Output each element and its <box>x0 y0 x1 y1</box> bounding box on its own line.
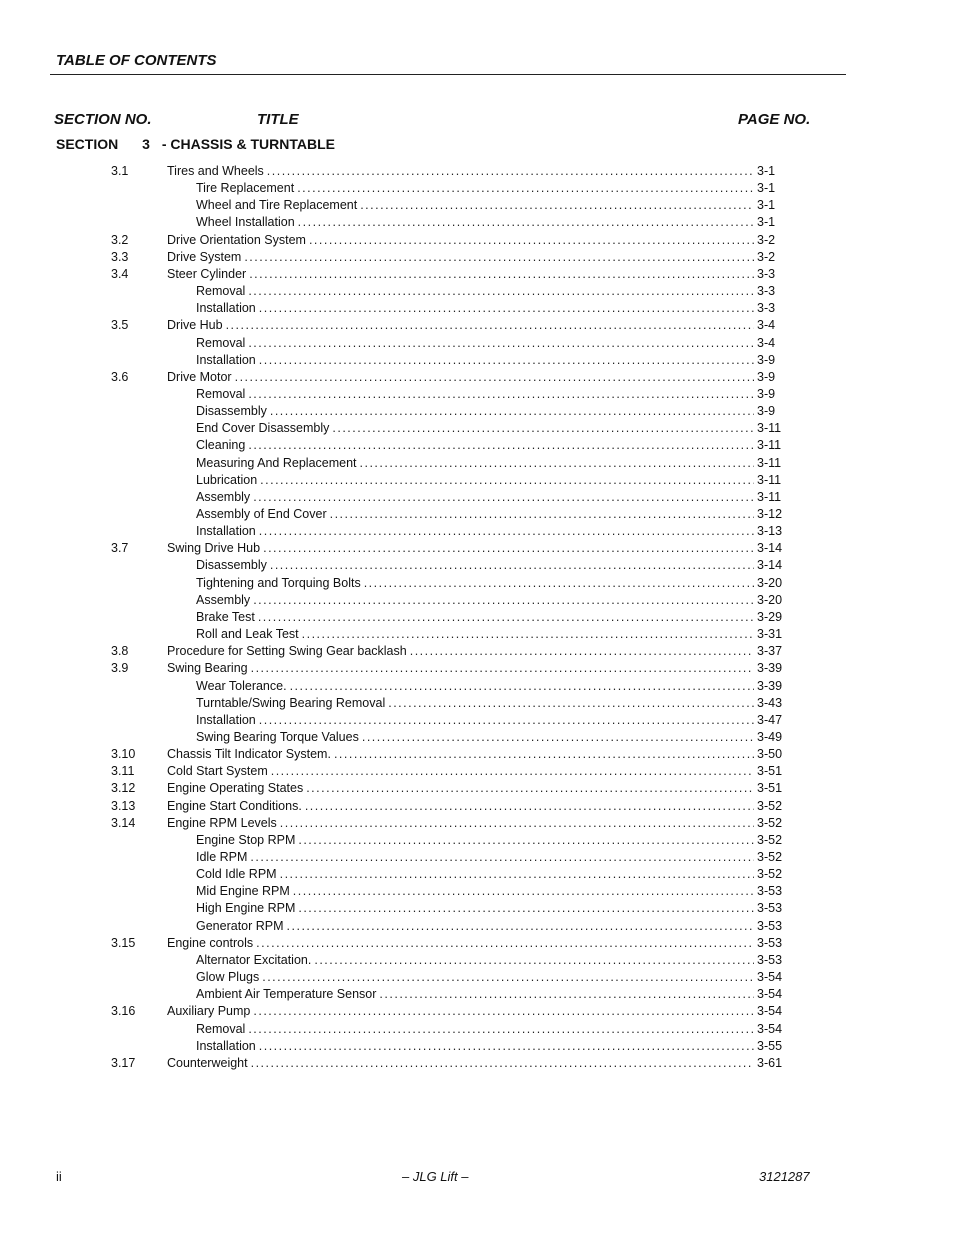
toc-entry-page: 3-54 <box>757 970 783 985</box>
toc-entry-title: Drive Orientation System <box>167 232 306 247</box>
toc-entry-page: 3-31 <box>757 627 783 642</box>
leader-dots <box>235 369 754 386</box>
toc-entry-page: 3-11 <box>757 489 782 504</box>
column-header-title: TITLE <box>257 111 299 128</box>
toc-entry[interactable] <box>196 197 783 214</box>
leader-dots <box>388 695 754 712</box>
toc-row-number: 3.8 <box>111 644 129 659</box>
toc-row <box>0 1055 954 1072</box>
toc-row <box>0 609 954 626</box>
toc-entry[interactable] <box>167 815 783 832</box>
toc-entry-title: Auxiliary Pump <box>167 1004 251 1019</box>
toc-entry-page: 3-39 <box>757 678 783 693</box>
leader-dots <box>314 952 754 969</box>
toc-entry-title: Swing Drive Hub <box>167 541 261 556</box>
toc-entry-page: 3-50 <box>757 747 783 762</box>
toc-row <box>0 1021 954 1038</box>
leader-dots <box>360 455 754 472</box>
toc-entry-title: High Engine RPM <box>196 901 296 916</box>
leader-dots <box>298 900 754 917</box>
toc-entry-title: Turntable/Swing Bearing Removal <box>196 695 386 710</box>
toc-entry-page: 3-2 <box>757 249 776 264</box>
toc-entry-page: 3-29 <box>757 609 783 624</box>
toc-entry-title: Engine RPM Levels <box>167 815 277 830</box>
toc-row <box>0 283 954 300</box>
toc-entry-title: Tires and Wheels <box>167 164 264 178</box>
toc-entry[interactable] <box>196 489 783 506</box>
leader-dots <box>262 969 754 986</box>
toc-entry-title: Drive Motor <box>167 369 232 384</box>
toc-row <box>0 900 954 917</box>
toc-entry[interactable] <box>167 163 783 180</box>
toc-row <box>0 386 954 403</box>
toc-entry[interactable] <box>196 695 783 712</box>
toc-entry[interactable] <box>196 506 783 523</box>
toc-entry[interactable] <box>196 626 783 643</box>
toc-entry-title: Brake Test <box>196 609 255 624</box>
toc-entry[interactable] <box>196 1038 783 1055</box>
toc-row-number: 3.16 <box>111 1004 136 1019</box>
toc-row <box>0 643 954 660</box>
toc-entry-page: 3-1 <box>757 181 776 196</box>
toc-row <box>0 232 954 249</box>
toc-entry[interactable] <box>167 935 783 952</box>
toc-entry[interactable] <box>167 317 783 334</box>
toc-entry-page: 3-61 <box>757 1055 783 1070</box>
toc-entry[interactable] <box>196 420 783 437</box>
toc-entry-page: 3-54 <box>757 987 783 1002</box>
toc-entry-page: 3-43 <box>757 695 783 710</box>
toc-entry[interactable] <box>196 609 783 626</box>
toc-entry[interactable] <box>196 523 783 540</box>
toc-row <box>0 403 954 420</box>
section-name: - CHASSIS & TURNTABLE <box>161 136 335 152</box>
leader-dots <box>362 729 754 746</box>
toc-entry-page: 3-2 <box>757 232 776 247</box>
leader-dots <box>259 523 754 540</box>
toc-entry-page: 3-47 <box>757 712 783 727</box>
toc-entry-title: Steer Cylinder <box>167 266 247 281</box>
toc-entry[interactable] <box>167 249 783 266</box>
toc-entry[interactable] <box>196 403 783 420</box>
toc-row-number: 3.2 <box>111 232 129 247</box>
column-header-section-no: SECTION NO. <box>54 111 152 128</box>
toc-entry-page: 3-55 <box>757 1038 783 1053</box>
toc-entry-title: Generator RPM <box>196 918 284 933</box>
toc-row <box>0 489 954 506</box>
toc-entry-page: 3-52 <box>757 867 783 882</box>
section-number: 3 <box>142 136 150 152</box>
toc-row-number: 3.4 <box>111 266 129 281</box>
toc-row-number: 3.10 <box>111 747 136 762</box>
toc-row <box>0 540 954 557</box>
toc-entry[interactable] <box>196 712 783 729</box>
toc-entry-page: 3-52 <box>757 798 783 813</box>
toc-entry-page: 3-1 <box>757 198 776 213</box>
leader-dots <box>253 1003 754 1020</box>
toc-entry-page: 3-53 <box>757 918 783 933</box>
toc-entry-page: 3-52 <box>757 832 783 847</box>
toc-entry-page: 3-53 <box>757 952 783 967</box>
leader-dots <box>248 437 754 454</box>
leader-dots <box>258 609 754 626</box>
toc-row <box>0 832 954 849</box>
toc-row-number: 3.3 <box>111 249 129 264</box>
toc-entry[interactable] <box>196 849 783 866</box>
leader-dots <box>248 1021 754 1038</box>
toc-entry-page: 3-13 <box>757 524 783 539</box>
header-title: TABLE OF CONTENTS <box>56 52 217 69</box>
leader-dots <box>379 986 754 1003</box>
leader-dots <box>330 506 754 523</box>
toc-entry-title: Alternator Excitation. <box>196 952 312 967</box>
toc-entry-page: 3-1 <box>757 215 776 230</box>
toc-row <box>0 214 954 231</box>
leader-dots <box>309 232 754 249</box>
toc-entry[interactable] <box>196 1021 783 1038</box>
toc-entry[interactable] <box>167 369 783 386</box>
toc-row-number: 3.6 <box>111 369 129 384</box>
toc-row <box>0 866 954 883</box>
toc-entry[interactable] <box>167 798 783 815</box>
toc-entry[interactable] <box>167 1055 783 1072</box>
toc-entry-title: Chassis Tilt Indicator System. <box>167 747 331 762</box>
toc-row-number: 3.11 <box>111 764 135 779</box>
toc-entry-title: Engine controls <box>167 935 254 950</box>
toc-entry[interactable] <box>196 575 783 592</box>
toc-entry[interactable] <box>196 969 783 986</box>
toc-entry-page: 3-52 <box>757 850 783 864</box>
toc-row <box>0 197 954 214</box>
leader-dots <box>259 300 754 317</box>
toc-entry-title: Installation <box>196 301 256 316</box>
leader-dots <box>259 1038 754 1055</box>
toc-entry-title: Roll and Leak Test <box>196 627 299 642</box>
toc-row <box>0 1038 954 1055</box>
toc-entry-title: Measuring And Replacement <box>196 455 357 470</box>
toc-entry-title: Drive System <box>167 249 242 264</box>
toc-entry-page: 3-37 <box>757 644 783 659</box>
toc-entry[interactable] <box>196 592 783 609</box>
toc-entry[interactable] <box>167 1003 783 1020</box>
toc-entry-title: Removal <box>196 1021 246 1036</box>
leader-dots <box>306 780 754 797</box>
leader-dots <box>364 575 754 592</box>
toc-entry[interactable] <box>167 540 783 557</box>
leader-dots <box>305 798 754 815</box>
toc-entry[interactable] <box>196 557 783 574</box>
toc-entry-page: 3-12 <box>757 507 783 521</box>
leader-dots <box>270 403 754 420</box>
toc-entry-title: Wheel Installation <box>196 215 295 230</box>
leader-dots <box>256 935 754 952</box>
toc-row <box>0 918 954 935</box>
leader-dots <box>253 489 754 506</box>
toc-entry-title: Procedure for Setting Swing Gear backlash <box>167 644 407 659</box>
toc-entry[interactable] <box>196 866 783 883</box>
toc-entry-title: Mid Engine RPM <box>196 884 290 899</box>
toc-row <box>0 557 954 574</box>
toc-entry[interactable] <box>196 883 783 900</box>
toc-entry-page: 3-4 <box>757 318 776 333</box>
toc-entry-title: Engine Operating States <box>167 781 304 796</box>
leader-dots <box>334 746 754 763</box>
toc-entry-page: 3-51 <box>757 764 783 779</box>
toc-entry[interactable] <box>196 300 783 317</box>
toc-row <box>0 952 954 969</box>
toc-entry[interactable] <box>167 232 783 249</box>
toc-entry-page: 3-39 <box>757 661 783 676</box>
leader-dots <box>298 214 754 231</box>
leader-dots <box>248 386 754 403</box>
toc-entry-title: Wheel and Tire Replacement <box>196 198 358 213</box>
toc-entry-page: 3-11 <box>757 438 782 453</box>
leader-dots <box>251 660 754 677</box>
toc-row <box>0 660 954 677</box>
leader-dots <box>270 557 754 574</box>
toc-entry-title: Assembly of End Cover <box>196 507 327 521</box>
toc-entry[interactable] <box>196 952 783 969</box>
toc-row <box>0 180 954 197</box>
toc-entry[interactable] <box>196 437 783 454</box>
toc-row <box>0 678 954 695</box>
leader-dots <box>244 249 754 266</box>
toc-row <box>0 883 954 900</box>
toc-row-number: 3.15 <box>111 935 136 950</box>
toc-entry-page: 3-53 <box>757 901 783 916</box>
leader-dots <box>287 918 754 935</box>
toc-entry-page: 3-3 <box>757 284 776 299</box>
toc-entry-title: Cold Start System <box>167 764 268 779</box>
footer-center: – JLG Lift – <box>402 1169 469 1184</box>
toc-row <box>0 849 954 866</box>
toc-entry-page: 3-3 <box>757 301 776 316</box>
leader-dots <box>267 163 754 180</box>
toc-row <box>0 575 954 592</box>
toc-row <box>0 1003 954 1020</box>
leader-dots <box>360 197 754 214</box>
toc-entry-title: Lubrication <box>196 472 258 487</box>
toc-entry-title: Tightening and Torquing Bolts <box>196 575 361 590</box>
leader-dots <box>280 866 754 883</box>
page-header <box>50 50 846 75</box>
toc-entry-page: 3-20 <box>757 592 783 607</box>
toc-entry[interactable] <box>196 214 783 231</box>
toc-entry-title: Engine Start Conditions. <box>167 798 302 813</box>
toc-row <box>0 352 954 369</box>
toc-row <box>0 780 954 797</box>
toc-row <box>0 437 954 454</box>
toc-entry-page: 3-14 <box>757 558 783 573</box>
toc-row <box>0 335 954 352</box>
toc-entry-page: 3-52 <box>757 815 783 830</box>
footer-doc-number: 3121287 <box>759 1169 810 1184</box>
toc-entry-page: 3-53 <box>757 935 783 950</box>
toc-entry-title: Installation <box>196 524 256 539</box>
toc-entry-title: Swing Bearing <box>167 661 248 676</box>
toc-entry-title: Removal <box>196 386 246 401</box>
toc-row-number: 3.7 <box>111 541 129 556</box>
leader-dots <box>260 472 754 489</box>
toc-entry[interactable] <box>196 472 783 489</box>
toc-entry-page: 3-4 <box>757 335 776 350</box>
toc-row <box>0 523 954 540</box>
toc-row <box>0 369 954 386</box>
toc-row <box>0 986 954 1003</box>
toc-row <box>0 695 954 712</box>
toc-entry[interactable] <box>196 729 783 746</box>
toc-entry[interactable] <box>196 335 783 352</box>
toc-row <box>0 266 954 283</box>
toc-entry-title: Installation <box>196 352 256 367</box>
toc-entry[interactable] <box>196 455 783 472</box>
toc-entry-page: 3-49 <box>757 729 783 744</box>
leader-dots <box>410 643 754 660</box>
toc-row <box>0 935 954 952</box>
toc-row <box>0 712 954 729</box>
toc-row <box>0 815 954 832</box>
toc-entry-page: 3-51 <box>757 781 783 796</box>
leader-dots <box>302 626 754 643</box>
toc-entry-page: 3-11 <box>757 455 782 470</box>
toc-entry-page: 3-54 <box>757 1004 783 1019</box>
toc-entry-page: 3-9 <box>757 352 776 367</box>
toc-entry-page: 3-9 <box>757 369 776 384</box>
toc-entry[interactable] <box>196 352 783 369</box>
leader-dots <box>259 352 754 369</box>
toc-row <box>0 746 954 763</box>
toc-entry-title: Installation <box>196 712 256 727</box>
toc-entry-title: Engine Stop RPM <box>196 832 296 847</box>
toc-row-number: 3.12 <box>111 781 136 796</box>
toc-entry-page: 3-14 <box>757 541 783 556</box>
toc-row <box>0 455 954 472</box>
toc-entry-title: Swing Bearing Torque Values <box>196 729 359 744</box>
toc-row-number: 3.17 <box>111 1055 136 1070</box>
toc-row <box>0 798 954 815</box>
toc-entry[interactable] <box>196 678 783 695</box>
toc-entry-title: Wear Tolerance. <box>196 678 287 693</box>
toc-row-number: 3.1 <box>111 164 129 178</box>
toc-entry[interactable] <box>196 283 783 300</box>
toc-entry-page: 3-9 <box>757 386 776 401</box>
leader-dots <box>250 849 754 866</box>
toc-entry-title: Assembly <box>196 489 251 504</box>
leader-dots <box>263 540 754 557</box>
toc-entry-title: Tire Replacement <box>196 181 295 196</box>
toc-row <box>0 592 954 609</box>
leader-dots <box>332 420 754 437</box>
leader-dots <box>249 266 754 283</box>
toc-entry[interactable] <box>167 660 783 677</box>
toc-entry[interactable] <box>196 832 783 849</box>
leader-dots <box>297 180 754 197</box>
section-label: SECTION <box>56 136 119 152</box>
leader-dots <box>253 592 754 609</box>
toc-entry[interactable] <box>167 266 783 283</box>
toc-entry-title: Assembly <box>196 592 251 607</box>
leader-dots <box>259 712 754 729</box>
leader-dots <box>248 335 754 352</box>
toc-row <box>0 506 954 523</box>
toc-row <box>0 969 954 986</box>
toc-entry-page: 3-53 <box>757 884 783 899</box>
toc-entry-title: Counterweight <box>167 1055 248 1070</box>
toc-entry-title: Idle RPM <box>196 850 248 864</box>
toc-entry[interactable] <box>196 986 783 1003</box>
toc-entry-page: 3-9 <box>757 404 776 419</box>
toc-entry-page: 3-1 <box>757 164 776 178</box>
toc-entry[interactable] <box>196 918 783 935</box>
toc-entry-title: Drive Hub <box>167 318 223 333</box>
toc-row-number: 3.13 <box>111 798 136 813</box>
toc-entry-page: 3-3 <box>757 266 776 281</box>
toc-entry[interactable] <box>196 180 783 197</box>
toc-row <box>0 729 954 746</box>
toc-row-number: 3.9 <box>111 661 129 676</box>
toc-row <box>0 763 954 780</box>
toc-entry-title: Disassembly <box>196 558 267 573</box>
toc-entry-page: 3-11 <box>757 421 782 436</box>
column-header-page-no: PAGE NO. <box>738 111 811 128</box>
toc-row <box>0 420 954 437</box>
leader-dots <box>248 283 754 300</box>
toc-row-number: 3.14 <box>111 815 136 830</box>
toc-row <box>0 472 954 489</box>
toc-row <box>0 626 954 643</box>
toc-entry[interactable] <box>196 386 783 403</box>
toc-entry-title: Removal <box>196 284 246 299</box>
leader-dots <box>293 883 754 900</box>
footer-page-number: ii <box>56 1169 62 1184</box>
toc-entry-title: Glow Plugs <box>196 970 260 985</box>
toc-row <box>0 249 954 266</box>
leader-dots <box>290 678 754 695</box>
toc-entry-title: Installation <box>196 1038 256 1053</box>
leader-dots <box>280 815 754 832</box>
toc-row <box>0 163 954 180</box>
toc-entry-title: Cold Idle RPM <box>196 867 277 882</box>
toc-entry[interactable] <box>167 780 783 797</box>
toc-entry-title: Removal <box>196 335 246 350</box>
toc-row-number: 3.5 <box>111 318 129 333</box>
toc-entry[interactable] <box>167 643 783 660</box>
toc-entry-title: Ambient Air Temperature Sensor <box>196 987 377 1002</box>
toc-entry-page: 3-54 <box>757 1021 783 1036</box>
toc-entry-page: 3-20 <box>757 575 783 590</box>
toc-entry[interactable] <box>196 900 783 917</box>
leader-dots <box>298 832 754 849</box>
leader-dots <box>226 317 754 334</box>
toc-entry-title: Cleaning <box>196 438 246 453</box>
section-heading <box>56 136 335 152</box>
toc-entry-title: Disassembly <box>196 404 267 419</box>
toc-entry[interactable] <box>167 746 783 763</box>
leader-dots <box>271 763 754 780</box>
toc-entry-title: End Cover Disassembly <box>196 421 330 436</box>
toc-row <box>0 317 954 334</box>
toc-entry[interactable] <box>167 763 783 780</box>
toc-row <box>0 300 954 317</box>
toc-entry-page: 3-11 <box>757 472 782 487</box>
leader-dots <box>251 1055 754 1072</box>
